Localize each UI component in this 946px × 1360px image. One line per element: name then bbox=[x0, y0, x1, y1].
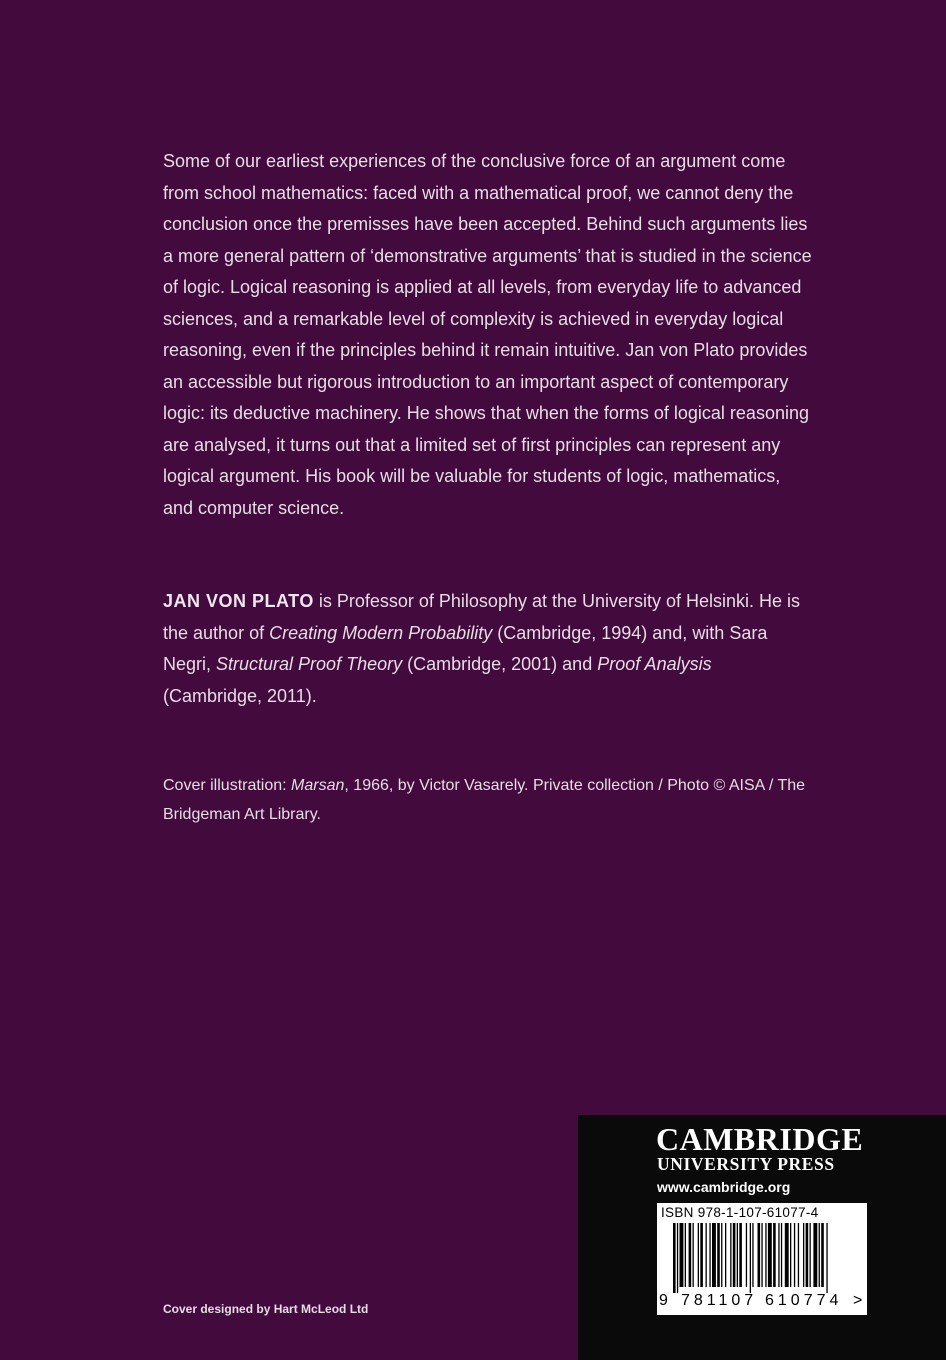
barcode-bar bbox=[778, 1223, 779, 1287]
barcode-bar bbox=[712, 1223, 716, 1287]
cover-designer-credit: Cover designed by Hart McLeod Ltd bbox=[163, 1302, 369, 1316]
barcode-bar bbox=[739, 1223, 742, 1287]
barcode-end-mark: > bbox=[853, 1292, 863, 1309]
publisher-panel bbox=[578, 1115, 946, 1360]
barcode-bar bbox=[761, 1223, 762, 1287]
barcode-bar bbox=[803, 1223, 804, 1287]
barcode-bar bbox=[794, 1223, 795, 1287]
credit-text bbox=[163, 771, 813, 829]
barcode-bar bbox=[725, 1223, 726, 1287]
barcode-bar bbox=[826, 1223, 827, 1293]
barcode-digits-group1: 781107 bbox=[681, 1292, 758, 1309]
credit-rest: , 1966, by Victor Vasarely. Private collection / Photo © AISA / The Bridgeman Art Library. bbox=[163, 777, 806, 823]
barcode-digit-first: 9 bbox=[659, 1292, 668, 1309]
cover-illustration-credit bbox=[163, 771, 813, 829]
book-title-proof-analysis: Proof Analysis bbox=[597, 654, 712, 674]
barcode-bar bbox=[685, 1223, 686, 1287]
barcode-bar bbox=[709, 1223, 710, 1287]
barcode-bar bbox=[693, 1223, 694, 1287]
barcode-bar bbox=[721, 1223, 722, 1287]
publisher-subtitle: UNIVERSITY PRESS bbox=[657, 1154, 835, 1174]
publisher-name: CAMBRIDGE bbox=[656, 1121, 864, 1157]
isbn-number: ISBN 978-1-107-61077-4 bbox=[661, 1205, 819, 1220]
barcode-bar bbox=[768, 1223, 772, 1287]
bio-segment: He is the author of bbox=[163, 591, 801, 643]
barcode-bar bbox=[821, 1223, 824, 1287]
author-name: JAN VON PLATO bbox=[163, 591, 314, 611]
barcode-bar bbox=[680, 1223, 684, 1287]
barcode-bar bbox=[673, 1223, 676, 1293]
barcode-bar bbox=[790, 1223, 791, 1287]
barcode-bar bbox=[750, 1223, 751, 1293]
barcode-bar bbox=[689, 1223, 692, 1287]
barcode-bar bbox=[730, 1223, 731, 1287]
barcode-bar bbox=[819, 1223, 820, 1287]
barcode-bar bbox=[813, 1223, 817, 1287]
blurb bbox=[163, 146, 813, 524]
barcode-bar bbox=[781, 1223, 782, 1287]
barcode-bar bbox=[810, 1223, 811, 1287]
bio-segment: is Professor of Philosophy at the University of Helsinki. bbox=[313, 591, 755, 611]
publisher-url: www.cambridge.org bbox=[657, 1179, 791, 1195]
bio-segment: (Cambridge, 2001) and bbox=[402, 654, 598, 674]
bio-segment: (Cambridge, 1994) and, with Sara Negri, bbox=[163, 622, 768, 674]
author-bio bbox=[163, 586, 813, 712]
blurb-text: Some of our earliest experiences of the conclusive force of an argument come from school mathematics: faced with a mathematical proof, we cannot deny the conclusion once the premisses have been accepted. Behind such arguments lies a more general pattern of ‘demonstrative arguments’ that is studied in the science of logic. Logical reasoning is applied at all levels, from everyday life to advanced sciences, and a remarkable level of complexity is achieved in everyday logical reasoning, even if the principles behind it remain intuitive. Jan von Plato provides an accessible but rigorous introduction to an important aspect of contemporary logic: its deductive machinery. He shows that when the forms of logical reasoning are analysed, it turns out that a limited set of first principles can represent any logical argument. His book will be valuable for students of logic, mathematics, and computer science. bbox=[163, 151, 812, 518]
barcode-bar bbox=[698, 1223, 699, 1287]
barcode-bar bbox=[737, 1223, 738, 1287]
book-title-probability: Creating Modern Probability bbox=[269, 622, 493, 643]
artwork-title: Marsan bbox=[291, 777, 345, 794]
barcode-bar bbox=[798, 1223, 799, 1287]
barcode-bar bbox=[806, 1223, 809, 1287]
book-title-structural-proof-theory: Structural Proof Theory bbox=[216, 654, 403, 674]
barcode-bar bbox=[746, 1223, 747, 1287]
author-bio-text bbox=[163, 586, 813, 712]
credit-prefix: Cover illustration: bbox=[163, 777, 292, 794]
bio-segment: (Cambridge, 2011). bbox=[163, 685, 317, 706]
barcode-bar bbox=[773, 1223, 776, 1287]
barcode-digits-group2: 610774 bbox=[765, 1292, 843, 1309]
barcode-bar bbox=[752, 1223, 753, 1287]
barcode-bar bbox=[733, 1223, 736, 1287]
barcode-bar bbox=[677, 1223, 678, 1293]
barcode-bar bbox=[700, 1223, 703, 1287]
barcode-bar bbox=[765, 1223, 766, 1287]
isbn-barcode bbox=[657, 1203, 867, 1315]
barcode-bar bbox=[758, 1223, 761, 1287]
barcode-bar bbox=[706, 1223, 707, 1287]
barcode-bar bbox=[785, 1223, 789, 1287]
barcode-bar bbox=[717, 1223, 720, 1287]
